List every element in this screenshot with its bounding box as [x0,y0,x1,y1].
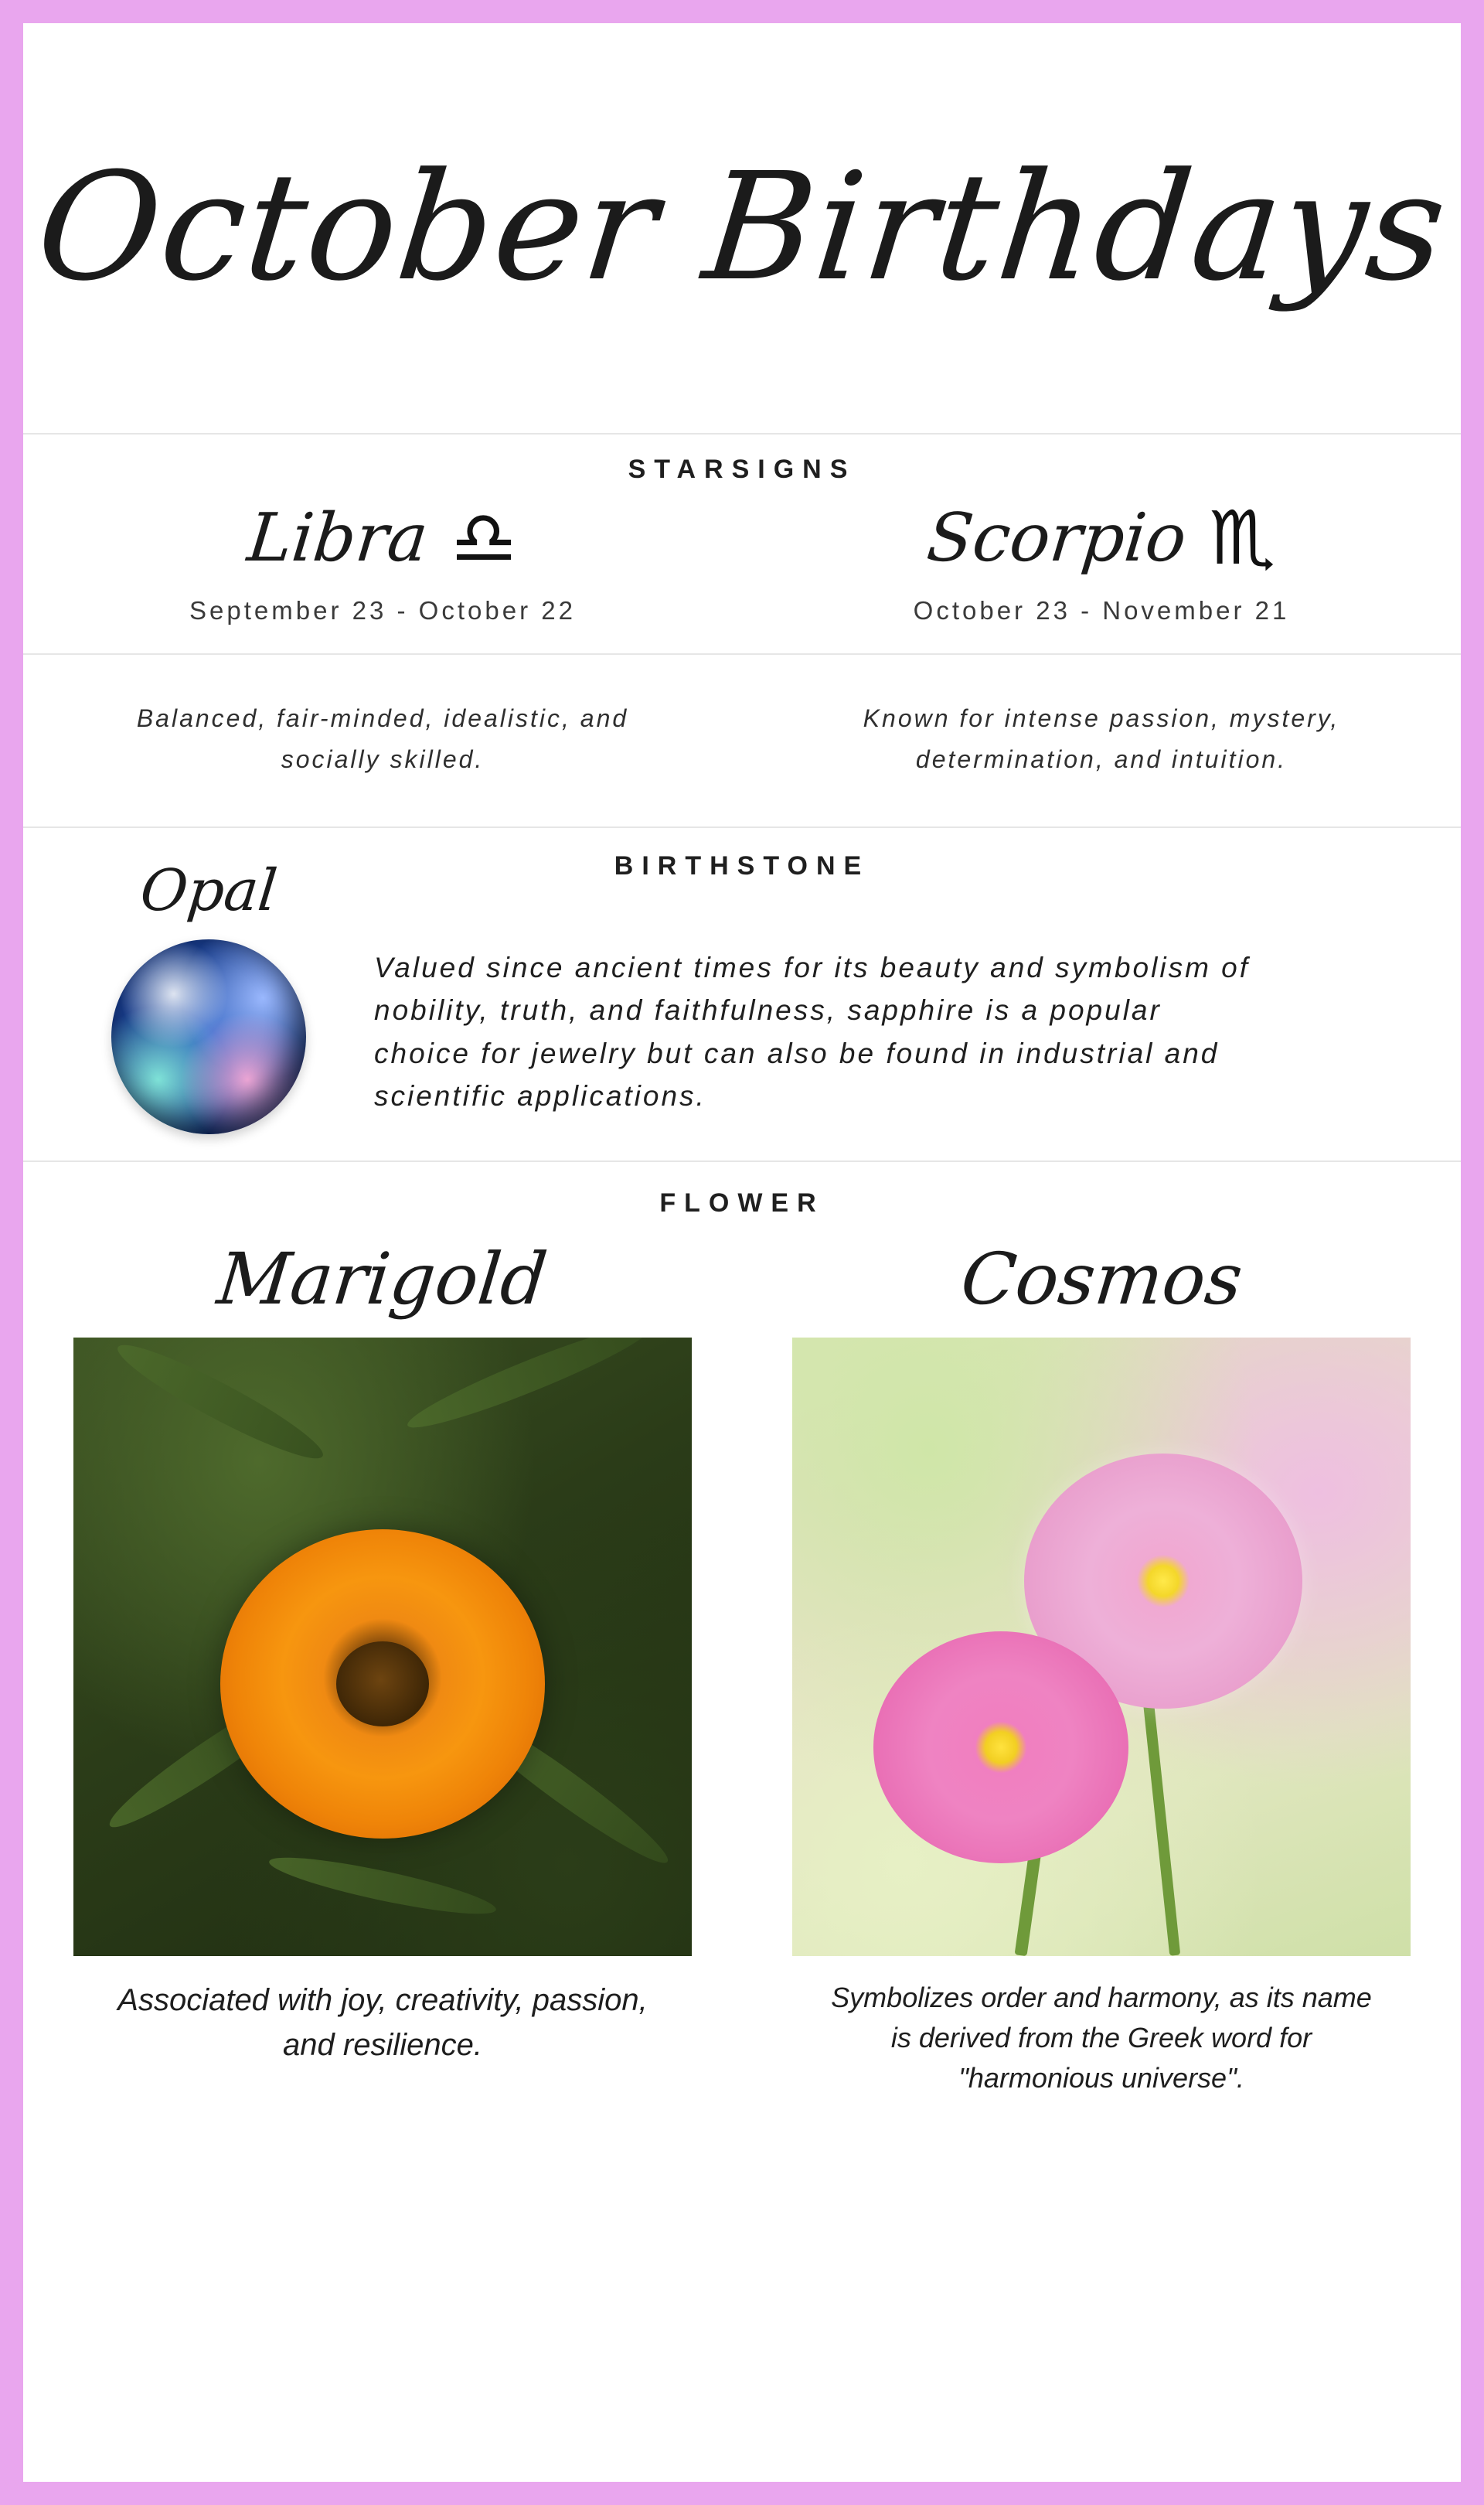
starsign-scorpio-traits-text: Known for intense passion, mystery, determination, and intuition. [863,704,1340,773]
starsign-scorpio [742,480,1461,653]
scorpio-symbol-icon: ♏ [1209,495,1276,581]
flower-section [23,1162,1461,2098]
flower-cosmos [742,1239,1461,2098]
starsign-scorpio-traits [742,698,1461,780]
marigold-center [336,1641,429,1726]
flower-heading: FLOWER [659,1188,825,1218]
cosmos-photo [792,1338,1411,1956]
birthstone-left [93,857,325,1134]
birthstone-name: Opal [137,857,281,924]
starsign-traits-row [23,655,1461,826]
flower-row [23,1218,1461,2098]
birthstone-description: Valued since ancient times for its beauty and symbolism of nobility, truth, and faithfulness, sapphire is a popular choice for jewelry but can also be found in industrial and scientific applications. [374,951,1251,1113]
flower-marigold-caption: Associated with joy, creativity, passion, and resilience. [117,1982,648,2062]
starsigns-section [23,435,1461,653]
title-block [23,23,1461,433]
starsign-libra [23,480,742,653]
starsign-libra-traits-text: Balanced, fair-minded, idealistic, and socially skilled. [136,704,629,773]
starsigns-row [23,480,1461,653]
starsign-scorpio-dates: October 23 - November 21 [913,596,1290,625]
starsign-scorpio-name: Scorpio [923,499,1190,577]
starsigns-heading: STARSIGNS [628,455,856,484]
starsign-libra-dates: September 23 - October 22 [189,596,576,625]
birthstone-section [23,828,1461,1160]
flower-cosmos-name: Cosmos [956,1237,1247,1321]
opal-gem-image [111,939,306,1134]
flower-marigold [23,1239,742,2098]
birthstone-heading: BIRTHSTONE [614,850,870,881]
starsign-libra-name: Libra [243,499,432,577]
starsign-libra-traits [23,698,742,780]
marigold-bloom [220,1529,545,1839]
flower-marigold-name: Marigold [213,1237,552,1321]
cosmos-bloom-lower [873,1631,1128,1863]
starsign-libra-title [23,480,742,596]
flower-cosmos-caption: Symbolizes order and harmony, as its name is derived from the Greek word for "harmonious universe". [831,1981,1372,2094]
poster [23,23,1461,2482]
libra-symbol-icon: ♎ [451,495,518,581]
marigold-photo [73,1338,692,1956]
page-title: October Birthdays [29,141,1455,314]
starsign-scorpio-title [742,480,1461,596]
